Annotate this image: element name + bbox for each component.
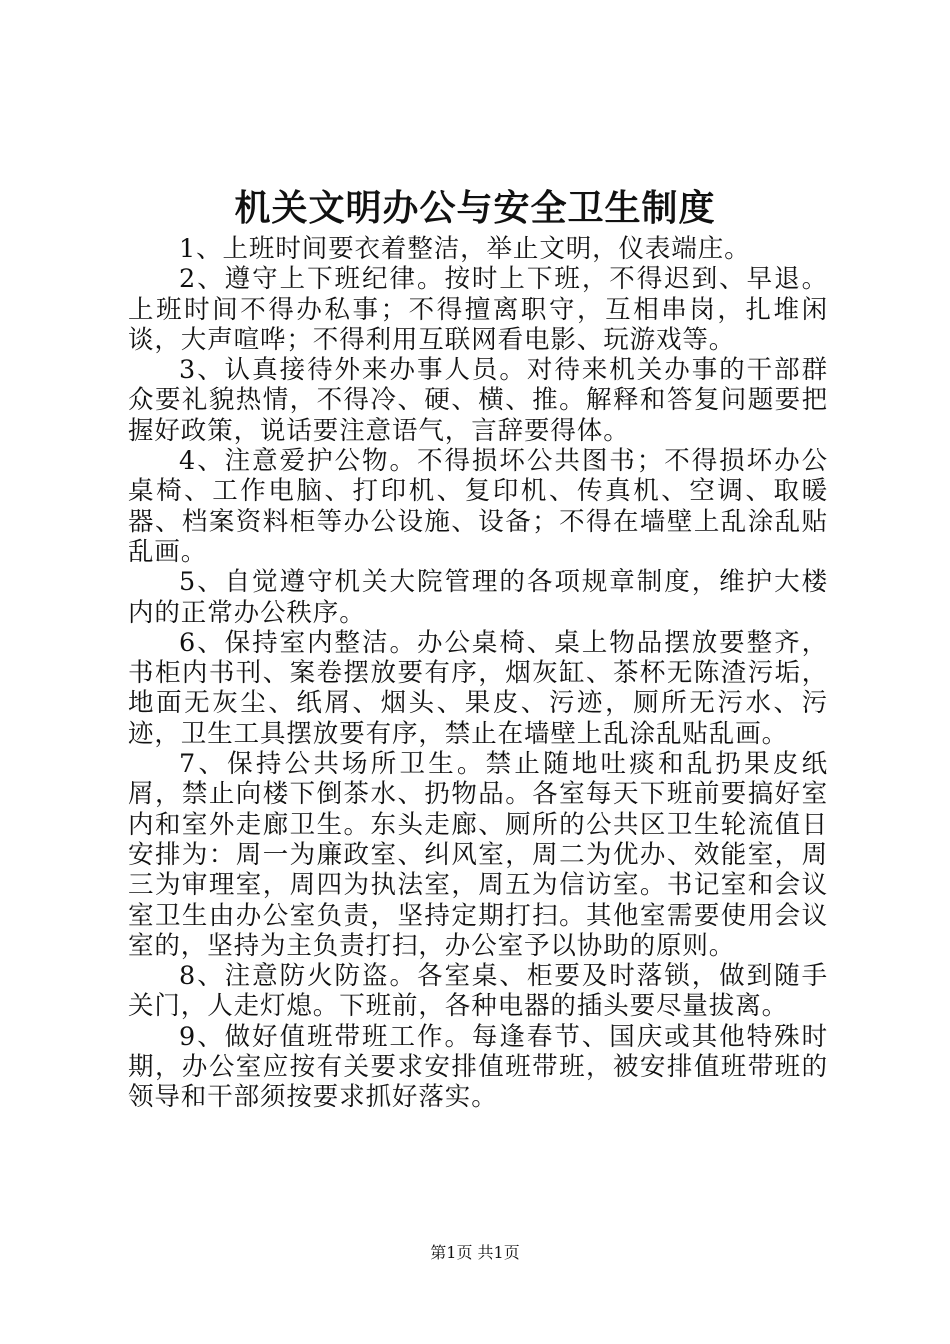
paragraph-7: 7、保持公共场所卫生。禁止随地吐痰和乱扔果皮纸屑，禁止向楼下倒茶水、扔物品。各室每天下班前要搞好室内和室外走廊卫生。东头走廊、厕所的公共区卫生轮流值日安排为：周一为廉政室、纠风室，周二为优办、效能室，周三为审理室，周四为执法室，周五为信访室。书记室和会议室卫生由办公室负责，坚持定期打扫。其他室需要使用会议室的，坚持为主负责打扫，办公室予以协助的原则。 — [128, 749, 828, 961]
paragraph-6: 6、保持室内整洁。办公桌椅、桌上物品摆放要整齐，书柜内书刊、案卷摆放要有序，烟灰缸、茶杯无陈渣污垢，地面无灰尘、纸屑、烟头、果皮、污迹，厕所无污水、污迹，卫生工具摆放要有序，禁止在墙壁上乱涂乱贴乱画。 — [128, 627, 828, 749]
paragraph-2: 2、遵守上下班纪律。按时上下班，不得迟到、早退。上班时间不得办私事；不得擅离职守，互相串岗，扎堆闲谈，大声喧哗；不得利用互联网看电影、玩游戏等。 — [128, 264, 828, 355]
paragraph-3: 3、认真接待外来办事人员。对待来机关办事的干部群众要礼貌热情，不得冷、硬、横、推。解释和答复问题要把握好政策，说话要注意语气，言辞要得体。 — [128, 355, 828, 446]
document-title: 机关文明办公与安全卫生制度 — [234, 187, 716, 229]
paragraph-4: 4、注意爱护公物。不得损坏公共图书；不得损坏办公桌椅、工作电脑、打印机、复印机、传真机、空调、取暖器、档案资料柜等办公设施、设备；不得在墙壁上乱涂乱贴乱画。 — [128, 446, 828, 567]
page-footer: 第1页 共1页 — [430, 1243, 520, 1262]
document-body — [128, 234, 828, 1113]
paragraph-5: 5、自觉遵守机关大院管理的各项规章制度，维护大楼内的正常办公秩序。 — [128, 567, 828, 628]
paragraph-9: 9、做好值班带班工作。每逢春节、国庆或其他特殊时期，办公室应按有关要求安排值班带班，被安排值班带班的领导和干部须按要求抓好落实。 — [128, 1021, 828, 1113]
paragraph-8: 8、注意防火防盗。各室桌、柜要及时落锁，做到随手关门，人走灯熄。下班前，各种电器的插头要尽量拔离。 — [128, 961, 828, 1022]
paragraph-1: 1、上班时间要衣着整洁，举止文明，仪表端庄。 — [179, 234, 751, 264]
